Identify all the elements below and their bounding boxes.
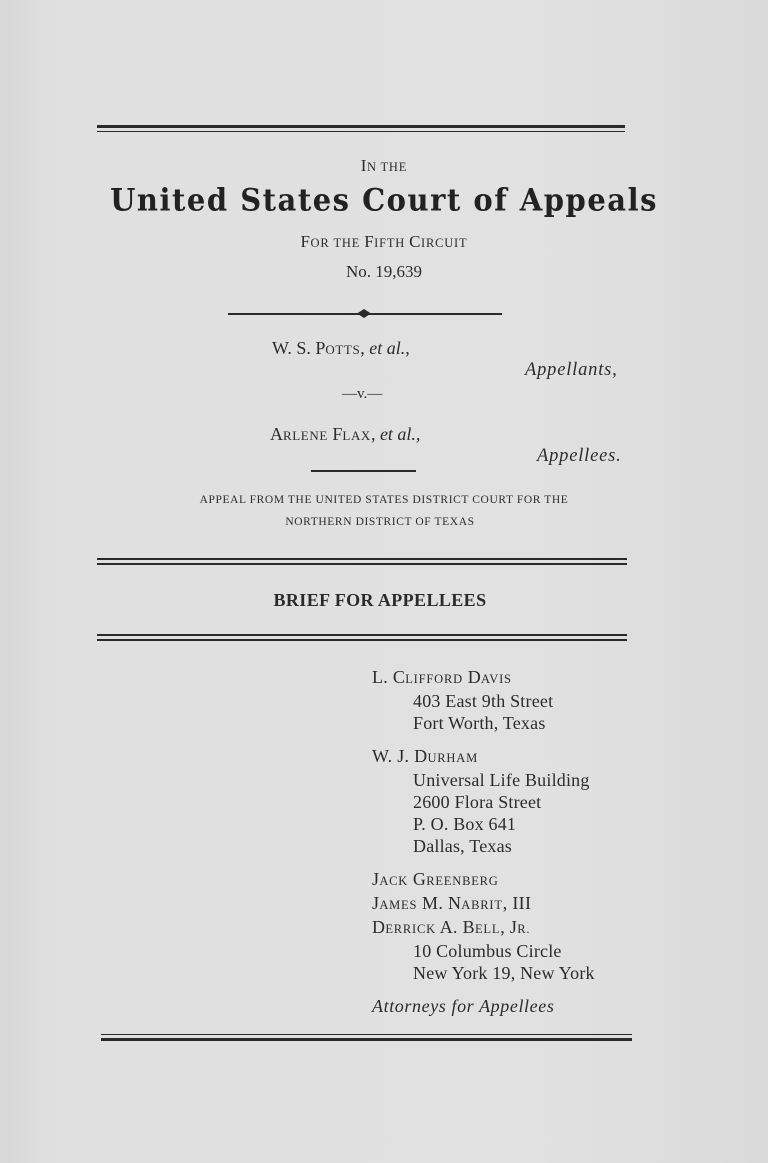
circuit-label: FOR THE FIFTH CIRCUIT — [300, 232, 468, 251]
in-the-label: IN THE — [360, 156, 408, 175]
attorney-name: JAMES M. NABRIT, III — [372, 893, 532, 913]
counsel-durham — [372, 745, 595, 857]
appellant-name: W. S. POTTS, et al., — [272, 338, 410, 358]
counsel-ldf — [372, 868, 595, 984]
appellee-name: ARLENE FLAX, et al., — [270, 424, 421, 444]
court-title: United States Court of Appeals — [110, 182, 658, 218]
attorney-name: W. J. DURHAM — [372, 746, 479, 766]
rule-above-brief — [97, 558, 627, 565]
bottom-rule — [101, 1034, 632, 1041]
appeal-line-1: APPEAL FROM THE UNITED STATES DISTRICT COURT FOR THE — [199, 494, 569, 506]
rule-below-brief — [97, 634, 627, 641]
appellees-role: Appellees. — [537, 446, 622, 466]
address-line: Dallas, Texas — [413, 836, 512, 856]
attorney-name: DERRICK A. BELL, JR. — [372, 917, 531, 937]
address-line: New York 19, New York — [413, 963, 595, 983]
attorneys-for-appellees: Attorneys for Appellees — [372, 996, 555, 1016]
diamond-divider — [228, 310, 502, 318]
appellants-role: Appellants, — [525, 360, 618, 380]
top-rule — [97, 125, 625, 132]
counsel-davis — [372, 666, 595, 734]
address-line: 10 Columbus Circle — [413, 941, 562, 961]
attorney-name: JACK GREENBERG — [372, 869, 499, 889]
address-line: 403 East 9th Street — [413, 691, 554, 711]
docket-number: No. 19,639 — [345, 262, 423, 281]
appeal-line-2: NORTHERN DISTRICT OF TEXAS — [285, 516, 475, 528]
address-line: Universal Life Building — [413, 770, 590, 790]
counsel-block — [372, 666, 595, 1017]
attorney-name: L. CLIFFORD DAVIS — [372, 667, 512, 687]
versus-label: —v.— — [342, 386, 383, 402]
address-line: 2600 Flora Street — [413, 792, 542, 812]
brief-title: BRIEF FOR APPELLEES — [273, 590, 487, 610]
address-line: P. O. Box 641 — [413, 814, 517, 834]
short-divider — [311, 470, 416, 472]
address-line: Fort Worth, Texas — [413, 713, 546, 733]
